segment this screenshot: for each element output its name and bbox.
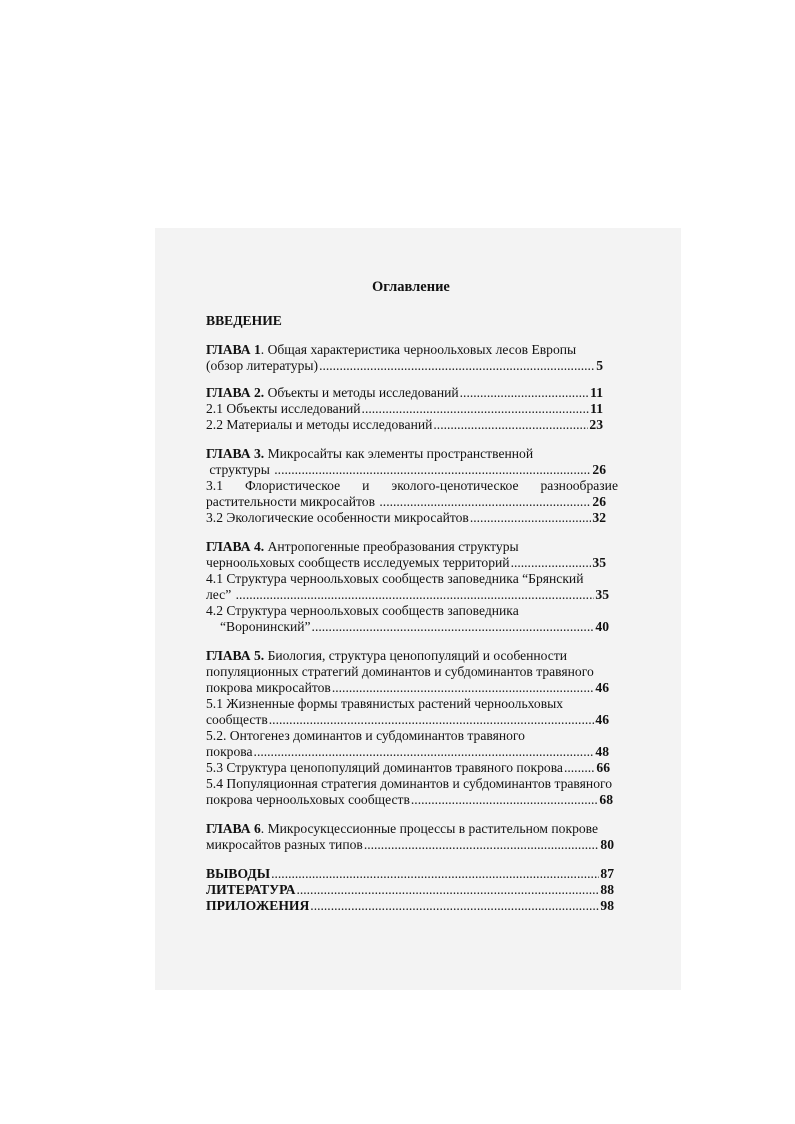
toc-ch5-line1: ГЛАВА 5. Биология, структура ценопопуляций и особенности — [206, 648, 568, 663]
toc-ch3-s2[interactable]: 3.2 Экологические особенности микросайтов ..... 32 — [206, 510, 606, 526]
toc-appendix[interactable]: ПРИЛОЖЕНИЯ ..... 98 — [206, 898, 614, 914]
toc-ch4-s2-line1: 4.2 Структура черноольховых сообществ заповедника — [206, 603, 519, 618]
toc-ch3-s1-line1: 3.1 Флористическое и эколого-ценотическое разнообразие — [206, 478, 618, 493]
toc-ch4-s1-line1: 4.1 Структура черноольховых сообществ заповедника “Брянский — [206, 571, 584, 586]
toc-ch2-s2[interactable]: 2.2 Материалы и методы исследований ..... 23 — [206, 417, 603, 433]
toc-ch5-s1-line1: 5.1 Жизненные формы травянистых растений черноольховых — [206, 696, 564, 711]
toc-ch5-s2-line2[interactable]: покрова ..... 48 — [206, 744, 609, 760]
toc-ch5-line3[interactable]: покрова микросайтов ..... 46 — [206, 680, 609, 696]
toc-ch5-s4-line2[interactable]: покрова черноольховых сообществ ..... 68 — [206, 792, 613, 808]
toc-ch5-s2-line1: 5.2. Онтогенез доминантов и субдоминантов травяного — [206, 728, 525, 743]
toc-ch2-s1[interactable]: 2.1 Объекты исследований ..... 11 — [206, 401, 603, 417]
toc-ch5-s1-line2[interactable]: сообществ ..... 46 — [206, 712, 609, 728]
toc-title: Оглавление — [372, 279, 450, 295]
toc-ch5-s3[interactable]: 5.3 Структура ценопопуляций доминантов травяного покрова ..... 66 — [206, 760, 610, 776]
toc-ch5-s4-line1: 5.4 Популяционная стратегия доминантов и субдоминантов травяного — [206, 776, 613, 791]
toc-ch3-line1: ГЛАВА 3. Микросайты как элементы пространственной — [206, 446, 534, 461]
toc-ch3-s1-line2[interactable]: растительности микросайтов ..... 26 — [206, 494, 606, 510]
toc-intro: ВВЕДЕНИЕ — [206, 313, 282, 328]
toc-ch4-line2[interactable]: черноольховых сообществ исследуемых территорий ..... 35 — [206, 555, 606, 571]
toc-ch5-line2: популяционных стратегий доминантов и субдоминантов травяного — [206, 664, 594, 679]
toc-ch4-line1: ГЛАВА 4. Антропогенные преобразования структуры — [206, 539, 519, 554]
toc-literature[interactable]: ЛИТЕРАТУРА ..... 88 — [206, 882, 614, 898]
toc-ch2[interactable]: ГЛАВА 2. Объекты и методы исследований ..... 11 — [206, 385, 603, 401]
toc-conclusions[interactable]: ВЫВОДЫ ..... 87 — [206, 866, 614, 882]
toc-ch6-line1: ГЛАВА 6. Микросукцессионные процессы в растительном покрове — [206, 821, 599, 836]
toc-ch4-s1-line2[interactable]: лес” ..... 35 — [206, 587, 609, 603]
toc-ch1-line1: ГЛАВА 1. Общая характеристика черноольховых лесов Европы — [206, 342, 577, 357]
toc-ch3-line2[interactable]: структуры ..... 26 — [206, 462, 606, 478]
toc-ch4-s2-line2[interactable]: “Воронинский” ..... 40 — [220, 619, 609, 635]
toc-ch1-line2[interactable]: (обзор литературы) ..... 5 — [206, 358, 603, 374]
toc-ch6-line2[interactable]: микросайтов разных типов ..... 80 — [206, 837, 614, 853]
